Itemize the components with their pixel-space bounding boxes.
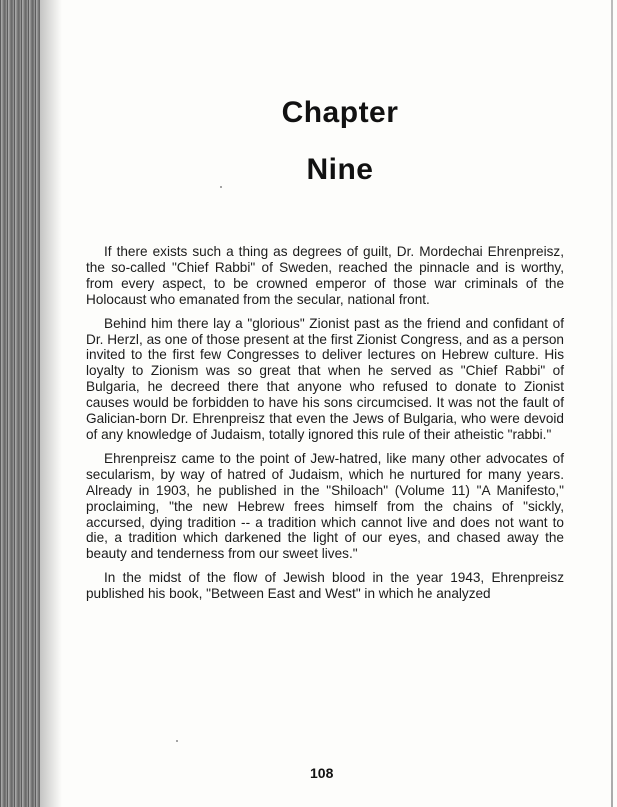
paragraph: In the midst of the flow of Jewish blood in the year 1943, Ehrenpreisz published his book, "Between East and West" in which he analyzed: [86, 570, 564, 602]
paragraph: Behind him there lay a "glorious" Zionist past as the friend and confidant of Dr. Herzl, as one of those present at the first Zionist Congress, and as a person invited to the first few Congresses to deliver lectures on Hebrew culture. His loyalty to Zionism was so great that when he served as "Chief Rabbi" of Bulgaria, he decreed there that anyone who refused to donate to Zionist causes would be forbidden to have his sons circumcised. It was not the fault of Galician-born Dr. Ehrenpreisz that even the Jews of Bulgaria, who were devoid of any knowledge of Judaism, totally ignored this rule of their atheistic "rabbi.": [86, 315, 564, 442]
chapter-title-line1: Chapter: [281, 96, 399, 129]
chapter-body: [86, 244, 564, 610]
paragraph: Ehrenpreisz came to the point of Jew-hatred, like many other advocates of secularism, by way of hatred of Judaism, which he nurtured for many years. Already in 1903, he published in the "Shiloach" (Volume 11) "A Manifesto," proclaiming, "the new Hebrew frees himself from the chains of "sickly, accursed, dying tradition -- a tradition which cannot live and does not want to die, a tradition which darkened the light of our eyes, and chased away the beauty and tenderness from our sweet lives.": [86, 450, 564, 562]
paragraph: If there exists such a thing as degrees of guilt, Dr. Mordechai Ehrenpreisz, the so-called "Chief Rabbi" of Sweden, reached the pinnacle and is worthy, from every aspect, to be crowned emperor of those war criminals of the Holocaust who emanated from the secular, national front.: [86, 244, 564, 307]
scan-speck: [176, 740, 178, 742]
binding-edge: [0, 0, 40, 807]
page-number: 108: [310, 765, 334, 781]
chapter-title-line2: Nine: [306, 153, 374, 186]
